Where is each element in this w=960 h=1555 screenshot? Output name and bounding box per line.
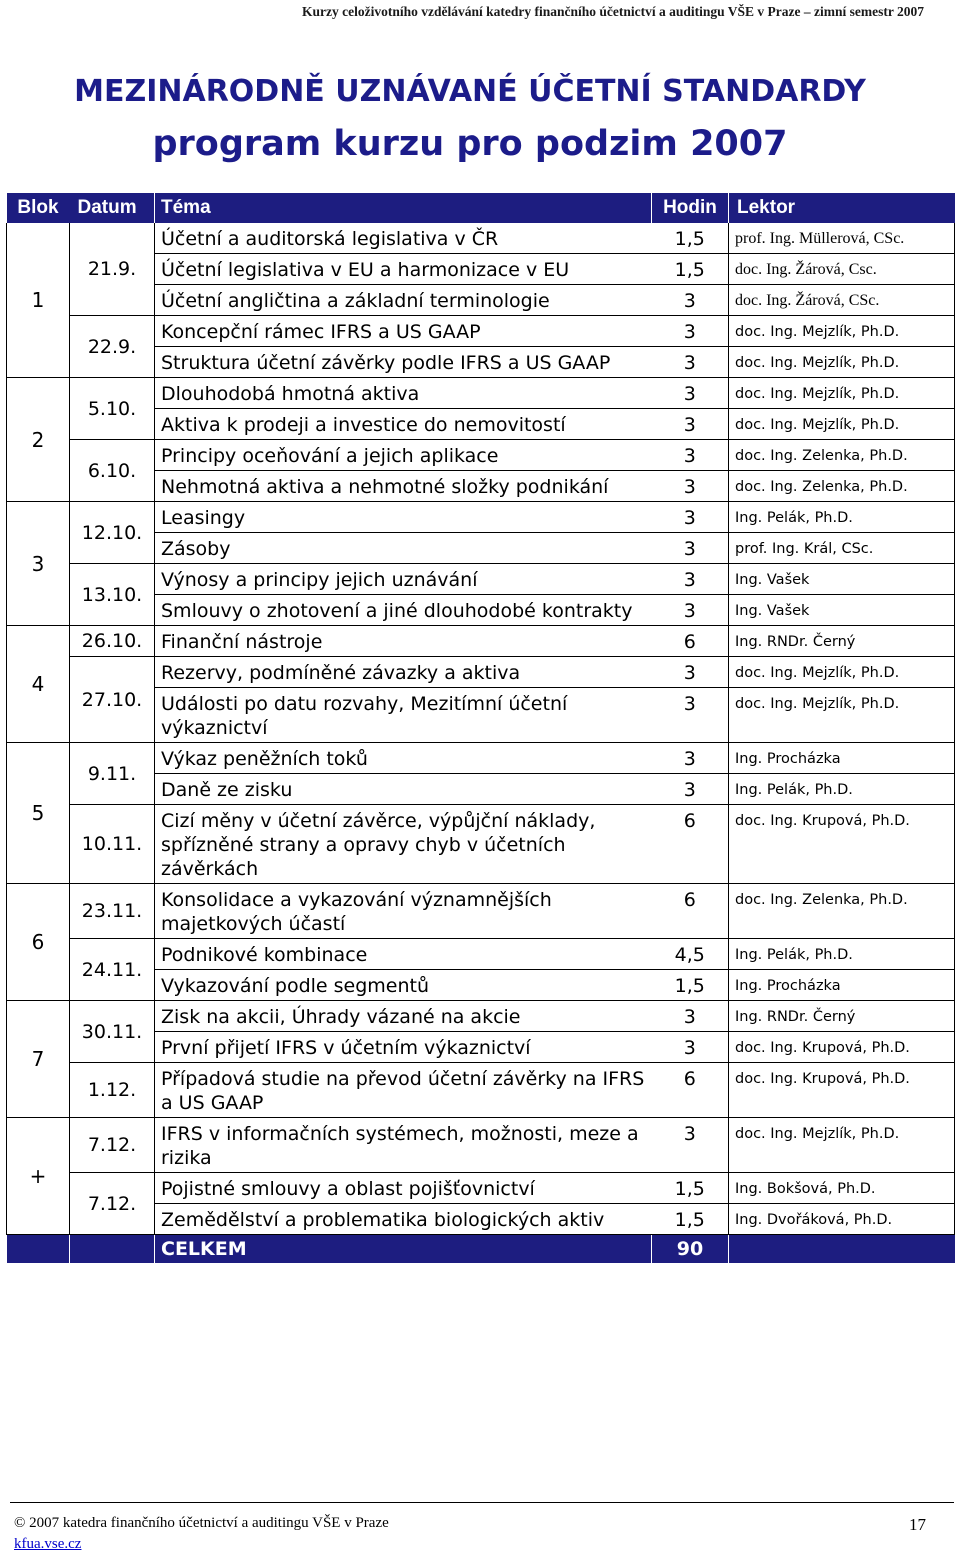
hours: 1,5 <box>652 1204 729 1235</box>
session-date: 13.10. <box>70 564 155 626</box>
total-row <box>7 1235 955 1264</box>
lecturer: doc. Ing. Mejzlík, Ph.D. <box>729 1118 955 1173</box>
lecturer: doc. Ing. Krupová, Ph.D. <box>729 1032 955 1063</box>
table-row <box>7 743 955 774</box>
total-label: CELKEM <box>155 1235 652 1264</box>
topic: Zisk na akcii, Úhrady vázané na akcie <box>155 1001 652 1032</box>
topic: Smlouvy o zhotovení a jiné dlouhodobé kontrakty <box>155 595 652 626</box>
block-number: 5 <box>7 743 70 884</box>
session-date: 12.10. <box>70 502 155 564</box>
program-table <box>6 193 955 1263</box>
topic: Koncepční rámec IFRS a US GAAP <box>155 316 652 347</box>
table-row <box>7 939 955 970</box>
table-row <box>7 626 955 657</box>
hours: 3 <box>652 316 729 347</box>
hours: 3 <box>652 471 729 502</box>
topic: Dlouhodobá hmotná aktiva <box>155 378 652 409</box>
topic: Daně ze zisku <box>155 774 652 805</box>
table-row <box>7 502 955 533</box>
lecturer: prof. Ing. Müllerová, CSc. <box>729 223 955 254</box>
topic: Struktura účetní závěrky podle IFRS a US GAAP <box>155 347 652 378</box>
column-header-datum: Datum <box>70 193 155 223</box>
footer-copyright: © 2007 katedra finančního účetnictví a auditingu VŠE v Praze <box>14 1515 389 1531</box>
table-row <box>7 378 955 409</box>
topic: Účetní angličtina a základní terminologie <box>155 285 652 316</box>
session-date: 10.11. <box>70 805 155 884</box>
lecturer: Ing. Bokšová, Ph.D. <box>729 1173 955 1204</box>
lecturer: doc. Ing. Zelenka, Ph.D. <box>729 440 955 471</box>
hours: 3 <box>652 347 729 378</box>
lecturer: Ing. Vašek <box>729 564 955 595</box>
table-row <box>7 316 955 347</box>
table-row <box>7 1063 955 1118</box>
topic: Rezervy, podmíněné závazky a aktiva <box>155 657 652 688</box>
lecturer: doc. Ing. Žárová, CSc. <box>729 285 955 316</box>
hours: 3 <box>652 533 729 564</box>
lecturer: Ing. Pelák, Ph.D. <box>729 502 955 533</box>
total-hours: 90 <box>652 1235 729 1264</box>
lecturer: Ing. RNDr. Černý <box>729 1001 955 1032</box>
lecturer: doc. Ing. Krupová, Ph.D. <box>729 805 955 884</box>
hours: 1,5 <box>652 223 729 254</box>
hours: 4,5 <box>652 939 729 970</box>
session-date: 6.10. <box>70 440 155 502</box>
column-header-hodin: Hodin <box>652 193 729 223</box>
table-header-row <box>7 193 955 223</box>
block-number: 7 <box>7 1001 70 1118</box>
session-date: 1.12. <box>70 1063 155 1118</box>
table-row <box>7 805 955 884</box>
topic: Finanční nástroje <box>155 626 652 657</box>
lecturer: doc. Ing. Mejzlík, Ph.D. <box>729 347 955 378</box>
hours: 1,5 <box>652 254 729 285</box>
hours: 3 <box>652 1001 729 1032</box>
session-date: 26.10. <box>70 626 155 657</box>
topic: Principy oceňování a jejich aplikace <box>155 440 652 471</box>
topic: Případová studie na převod účetní závěrky na IFRS a US GAAP <box>155 1063 652 1118</box>
hours: 3 <box>652 285 729 316</box>
topic: Zásoby <box>155 533 652 564</box>
topic: IFRS v informačních systémech, možnosti, meze a rizika <box>155 1118 652 1173</box>
hours: 3 <box>652 595 729 626</box>
hours: 3 <box>652 657 729 688</box>
topic: Výkaz peněžních toků <box>155 743 652 774</box>
lecturer: doc. Ing. Zelenka, Ph.D. <box>729 471 955 502</box>
topic: Výnosy a principy jejich uznávání <box>155 564 652 595</box>
block-number: 2 <box>7 378 70 502</box>
topic: Cizí měny v účetní závěrce, výpůjční náklady, spřízněné strany a opravy chyb v účetních závěrkách <box>155 805 652 884</box>
lecturer: prof. Ing. Král, CSc. <box>729 533 955 564</box>
hours: 3 <box>652 1032 729 1063</box>
lecturer: Ing. Vašek <box>729 595 955 626</box>
hours: 3 <box>652 1118 729 1173</box>
lecturer: Ing. Procházka <box>729 743 955 774</box>
hours: 6 <box>652 1063 729 1118</box>
hours: 3 <box>652 378 729 409</box>
table-row <box>7 440 955 471</box>
page-header: Kurzy celoživotního vzdělávání katedry finančního účetnictví a auditingu VŠE v Praze – zimní semestr 2007 <box>302 4 924 19</box>
column-header-blok: Blok <box>7 193 70 223</box>
hours: 3 <box>652 409 729 440</box>
topic: Účetní a auditorská legislativa v ČR <box>155 223 652 254</box>
lecturer: doc. Ing. Mejzlík, Ph.D. <box>729 657 955 688</box>
topic: Události po datu rozvahy, Mezitímní účetní výkaznictví <box>155 688 652 743</box>
topic: Konsolidace a vykazování významnějších majetkových účastí <box>155 884 652 939</box>
lecturer: Ing. Dvořáková, Ph.D. <box>729 1204 955 1235</box>
total-blank <box>70 1235 155 1264</box>
block-number: + <box>7 1118 70 1235</box>
hours: 3 <box>652 774 729 805</box>
lecturer: doc. Ing. Zelenka, Ph.D. <box>729 884 955 939</box>
table-row <box>7 1118 955 1173</box>
lecturer: Ing. RNDr. Černý <box>729 626 955 657</box>
topic: Pojistné smlouvy a oblast pojišťovnictví <box>155 1173 652 1204</box>
table-row <box>7 1173 955 1204</box>
block-number: 6 <box>7 884 70 1001</box>
hours: 3 <box>652 440 729 471</box>
table-row <box>7 223 955 254</box>
lecturer: doc. Ing. Mejzlík, Ph.D. <box>729 688 955 743</box>
hours: 1,5 <box>652 970 729 1001</box>
page-number: 17 <box>909 1515 926 1534</box>
session-date: 21.9. <box>70 223 155 316</box>
session-date: 5.10. <box>70 378 155 440</box>
document-title: MEZINÁRODNĚ UZNÁVANÉ ÚČETNÍ STANDARDY <box>74 74 866 109</box>
topic: Podnikové kombinace <box>155 939 652 970</box>
topic: Účetní legislativa v EU a harmonizace v EU <box>155 254 652 285</box>
session-date: 7.12. <box>70 1118 155 1173</box>
lecturer: Ing. Pelák, Ph.D. <box>729 774 955 805</box>
footer-divider <box>10 1502 954 1503</box>
hours: 6 <box>652 626 729 657</box>
hours: 3 <box>652 502 729 533</box>
hours: 1,5 <box>652 1173 729 1204</box>
column-header-lektor: Lektor <box>729 193 955 223</box>
topic: Vykazování podle segmentů <box>155 970 652 1001</box>
block-number: 4 <box>7 626 70 743</box>
hours: 3 <box>652 743 729 774</box>
session-date: 7.12. <box>70 1173 155 1235</box>
lecturer: doc. Ing. Krupová, Ph.D. <box>729 1063 955 1118</box>
column-header-tema: Téma <box>155 193 652 223</box>
document-subtitle: program kurzu pro podzim 2007 <box>152 124 788 164</box>
footer-link[interactable]: kfua.vse.cz <box>14 1536 82 1552</box>
hours: 3 <box>652 564 729 595</box>
lecturer: Ing. Pelák, Ph.D. <box>729 939 955 970</box>
table-row <box>7 884 955 939</box>
topic: Leasingy <box>155 502 652 533</box>
table-row <box>7 657 955 688</box>
hours: 3 <box>652 688 729 743</box>
total-blank <box>7 1235 70 1264</box>
block-number: 1 <box>7 223 70 378</box>
session-date: 27.10. <box>70 657 155 743</box>
session-date: 24.11. <box>70 939 155 1001</box>
session-date: 22.9. <box>70 316 155 378</box>
topic: Nehmotná aktiva a nehmotné složky podnikání <box>155 471 652 502</box>
session-date: 23.11. <box>70 884 155 939</box>
lecturer: doc. Ing. Mejzlík, Ph.D. <box>729 409 955 440</box>
session-date: 9.11. <box>70 743 155 805</box>
table-row <box>7 1001 955 1032</box>
hours: 6 <box>652 805 729 884</box>
lecturer: Ing. Procházka <box>729 970 955 1001</box>
topic: Aktiva k prodeji a investice do nemovitostí <box>155 409 652 440</box>
session-date: 30.11. <box>70 1001 155 1063</box>
topic: První přijetí IFRS v účetním výkaznictví <box>155 1032 652 1063</box>
lecturer: doc. Ing. Žárová, Csc. <box>729 254 955 285</box>
hours: 6 <box>652 884 729 939</box>
topic: Zemědělství a problematika biologických aktiv <box>155 1204 652 1235</box>
table-row <box>7 564 955 595</box>
block-number: 3 <box>7 502 70 626</box>
total-blank <box>729 1235 955 1264</box>
lecturer: doc. Ing. Mejzlík, Ph.D. <box>729 378 955 409</box>
lecturer: doc. Ing. Mejzlík, Ph.D. <box>729 316 955 347</box>
